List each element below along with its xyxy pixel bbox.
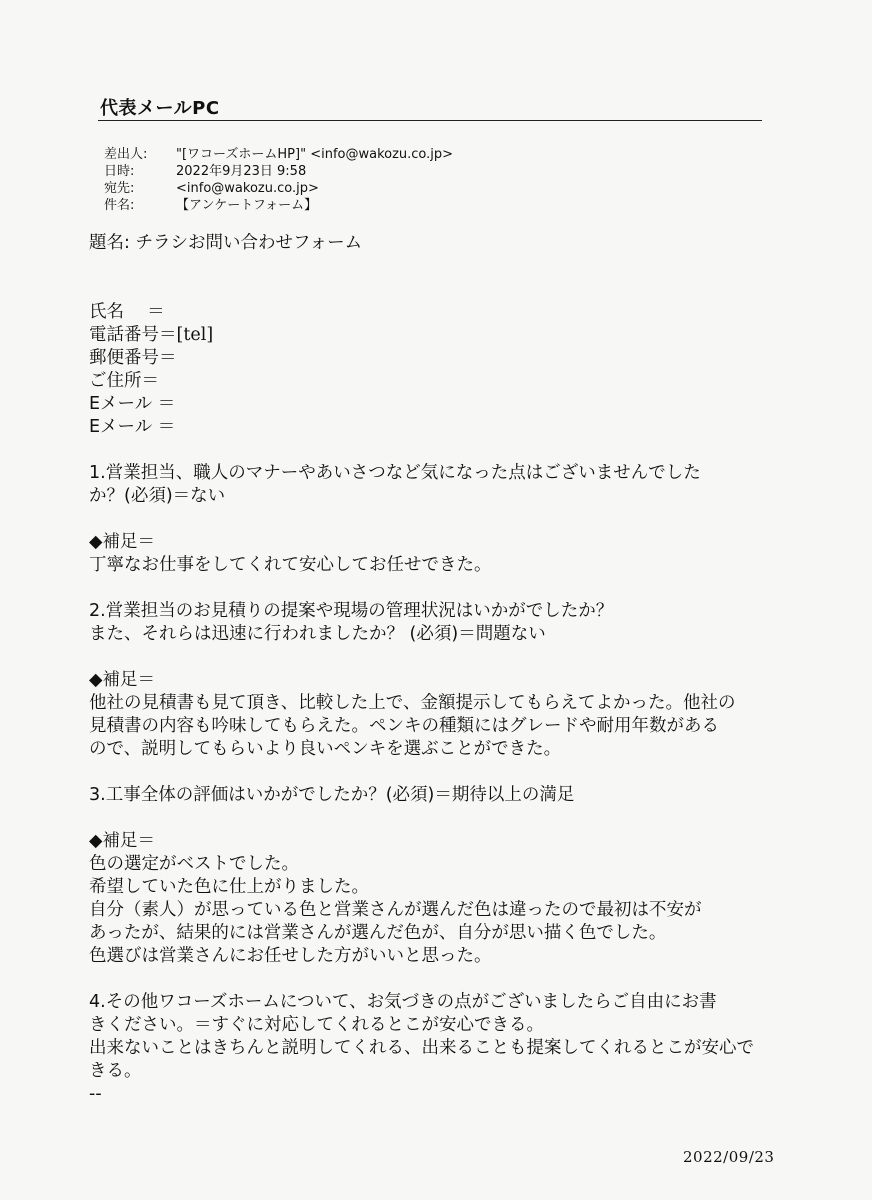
supplement-2-label: ◆補足＝ xyxy=(89,670,155,690)
meta-subject-row xyxy=(104,197,453,214)
field-name: 氏名 ＝ xyxy=(89,302,165,322)
question-1-line-2: か？(必須)＝ない xyxy=(89,486,226,506)
question-1-line-1: 1.営業担当、職人のマナーやあいさつなど気になった点はございませんでした xyxy=(89,463,701,483)
question-4-line: 出来ないことはきちんと説明してくれる、出来ることも提案してくれるとこが安心で xyxy=(89,1038,754,1058)
signature-separator: -- xyxy=(89,1084,102,1104)
to-label: 宛先: xyxy=(104,181,135,196)
question-2-line-1: 2.営業担当のお見積りの提案や現場の管理状況はいかがでしたか？ xyxy=(89,601,614,621)
supplement-3-line: あったが、結果的には営業さんが選んだ色が、自分が思い描く色でした。 xyxy=(89,923,667,943)
field-email-1: Eメール ＝ xyxy=(89,394,176,414)
field-phone: 電話番号＝[tel] xyxy=(89,325,214,345)
subject-value: 【アンケートフォーム】 xyxy=(176,198,318,213)
question-4-line: きる。 xyxy=(89,1061,142,1081)
form-title: 題名: チラシお問い合わせフォーム xyxy=(89,233,363,253)
supplement-2-line: 他社の見積書も見て頂き、比較した上で、金額提示してもらえてよかった。他社の xyxy=(89,693,736,713)
meta-to-row xyxy=(104,180,453,197)
question-4-line: 4.その他ワコーズホームについて、お気づきの点がございましたらご自由にお書 xyxy=(89,992,717,1012)
field-postal: 郵便番号＝ xyxy=(89,348,177,368)
supplement-3-line: 希望していた色に仕上がりました。 xyxy=(89,877,369,897)
subject-label: 件名: xyxy=(104,198,135,213)
supplement-2-line: ので、説明してもらいより良いペンキを選ぶことができた。 xyxy=(89,739,562,759)
meta-date-row xyxy=(104,163,453,180)
mailbox-title: 代表メールPC xyxy=(100,98,220,119)
supplement-2-line: 見積書の内容も吟味してもらえた。ペンキの種類にはグレードや耐用年数がある xyxy=(89,716,719,736)
supplement-3-line: 色選びは営業さんにお任せした方がいいと思った。 xyxy=(89,946,492,966)
supplement-1-label: ◆補足＝ xyxy=(89,532,155,552)
field-email-2: Eメール ＝ xyxy=(89,417,176,437)
header-divider xyxy=(98,120,762,121)
field-address: ご住所＝ xyxy=(89,371,159,391)
supplement-3-label: ◆補足＝ xyxy=(89,831,155,851)
supplement-3-line: 色の選定がベストでした。 xyxy=(89,854,299,874)
email-meta xyxy=(104,146,453,214)
from-label: 差出人: xyxy=(104,147,148,162)
meta-from-row xyxy=(104,146,453,163)
print-date: 2022/09/23 xyxy=(683,1148,775,1166)
question-4-line: きください。＝すぐに対応してくれるとこが安心できる。 xyxy=(89,1015,544,1035)
from-value: "[ワコーズホームHP]" <info@wakozu.co.jp> xyxy=(176,147,454,162)
supplement-1-text: 丁寧なお仕事をしてくれて安心してお任せできた。 xyxy=(89,555,492,575)
to-value: <info@wakozu.co.jp> xyxy=(176,181,319,196)
email-body xyxy=(89,232,779,1106)
supplement-3-line: 自分（素人）が思っている色と営業さんが選んだ色は違ったので最初は不安が xyxy=(89,900,702,920)
date-value: 2022年9月23日 9:58 xyxy=(176,164,307,179)
date-label: 日時: xyxy=(104,164,135,179)
question-3-line: 3.工事全体の評価はいかがでしたか？(必須)＝期待以上の満足 xyxy=(89,785,575,805)
question-2-line-2: また、それらは迅速に行われましたか？ (必須)＝問題ない xyxy=(89,624,546,644)
